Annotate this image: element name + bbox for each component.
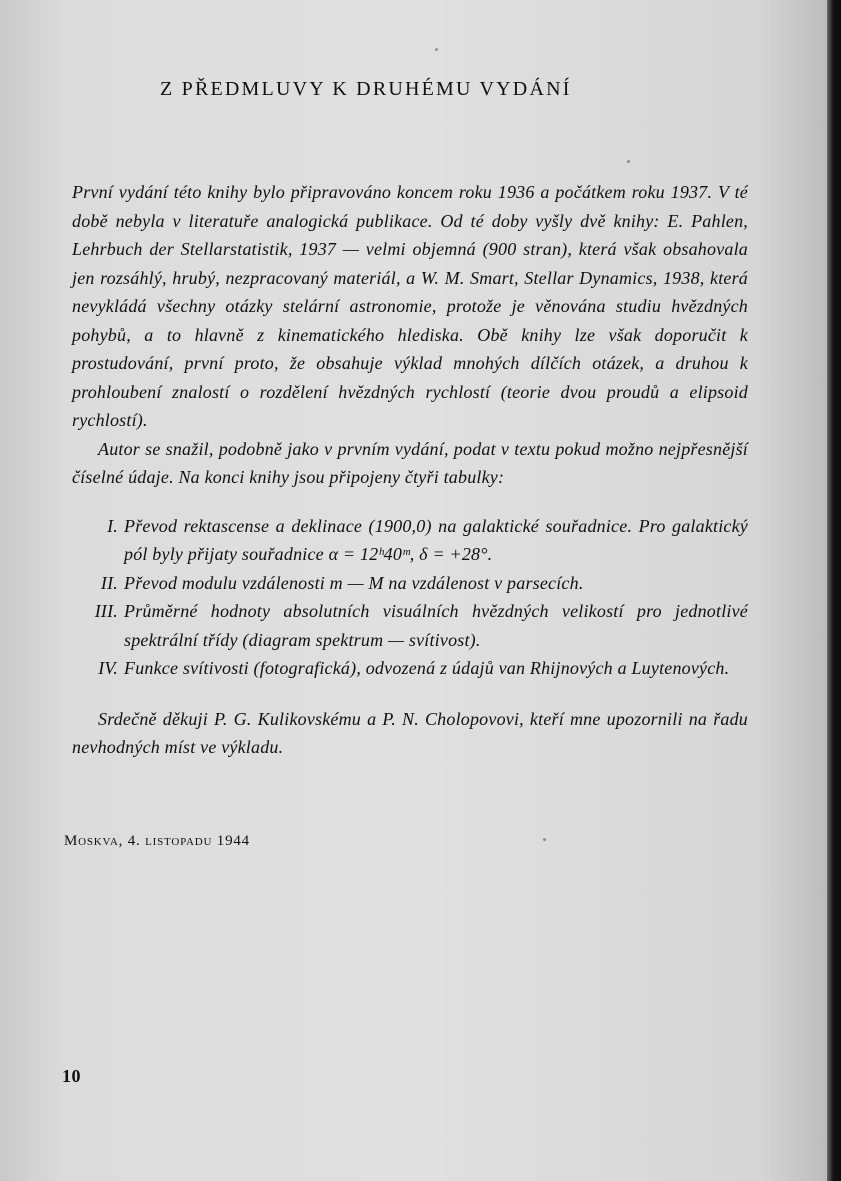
table-description: Funkce svítivosti (fotografická), odvozená z údajů van Rhijnových a Luytenových. [124,658,730,678]
page-title: Z PŘEDMLUVY K DRUHÉMU VYDÁNÍ [160,78,572,100]
table-description: Převod rektascense a deklinace (1900,0) na galaktické souřadnice. Pro galaktický pól byly přijaty souřadnice α = 12ʰ40ᵐ, δ = +28°. [124,515,748,564]
table-number: I. [107,515,118,536]
book-spine-shadow [827,0,841,1181]
table-item-1 [72,512,748,569]
table-item-2 [72,569,748,598]
preface-paragraph-2: Autor se snažil, podobně jako v prvním vydání, podat v textu pokud možno nejpřesnější číselné údaje. Na konci knihy jsou připojeny čtyři tabulky: [72,438,748,487]
paper-speck [543,838,546,841]
table-number: IV. [98,658,118,678]
page-number: 10 [62,1066,81,1086]
table-number: III. [94,601,118,621]
table-number: II. [100,572,118,593]
paper-speck [435,48,438,51]
place-and-date [64,833,250,850]
paper-speck [627,160,630,163]
table-item-3 [72,597,748,654]
preface-text [72,178,748,762]
preface-paragraph-1: První vydání této knihy bylo připravováno koncem roku 1936 a počátkem roku 1937. V té době nebyla v literatuře analogická publikace. Od té doby vyšly dvě knihy: E. Pahlen, Lehrbuch der Stellarstatistik, 1937 — velmi objemná (900 stran), která však obsahovala jen rozsáhlý, hrubý, nezpracovaný materiál, a W. M. Smart, Stellar Dynamics, 1938, která nevykládá všechny otázky stelární astronomie, protože je věnována studiu hvězdných pohybů, a to hlavně z kinematického hlediska. Obě knihy lze však doporučit k prostudování, první proto, že obsahuje výklad mnohých dílčích otázek, a druhou k prohloubení znalostí o rozdělení hvězdných rychlostí (teorie dvou proudů a elipsoid rychlostí). [72,182,748,430]
table-description: Převod modulu vzdálenosti m — M na vzdálenost v parsecích. [124,572,584,593]
signature-text: Moskva, 4. listopadu 1944 [64,833,250,849]
appendix-table-list [72,512,748,683]
table-item-4 [72,654,748,683]
acknowledgement-paragraph: Srdečně děkuji P. G. Kulikovskému a P. N. Cholopovovi, kteří mne upozornili na řadu nevhodných míst ve výkladu. [72,708,748,757]
table-description: Průměrné hodnoty absolutních visuálních hvězdných velikostí pro jednotlivé spektrální třídy (diagram spektrum — svítivost). [124,601,748,650]
